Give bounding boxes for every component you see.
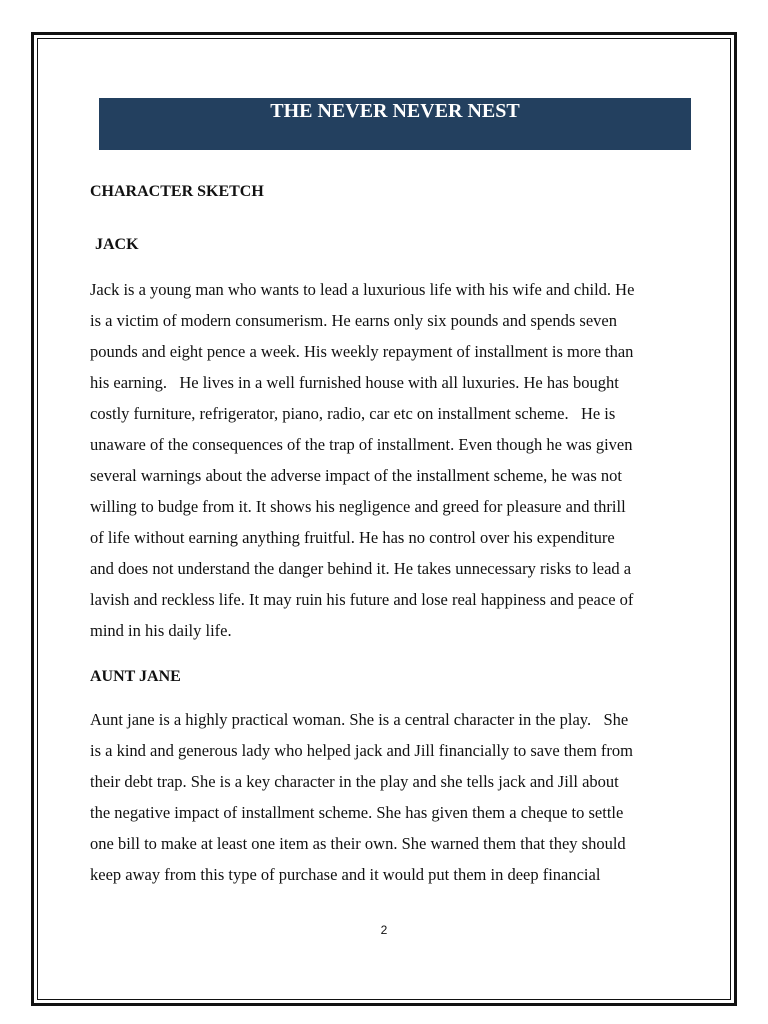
paragraph-line: keep away from this type of purchase and it would put them in deep financial xyxy=(90,865,601,884)
paragraph-line: mind in his daily life. xyxy=(90,621,232,640)
paragraph-line: the negative impact of installment scheme. She has given them a cheque to settle xyxy=(90,803,624,822)
paragraph-line: pounds and eight pence a week. His weekly repayment of installment is more than xyxy=(90,342,634,361)
paragraph-line: is a kind and generous lady who helped jack and Jill financially to save them from xyxy=(90,741,633,760)
document-title: THE NEVER NEVER NEST xyxy=(270,100,520,122)
paragraph-line: their debt trap. She is a key character in the play and she tells jack and Jill about xyxy=(90,772,619,791)
paragraph-line: one bill to make at least one item as their own. She warned them that they should xyxy=(90,834,626,853)
paragraph-line: costly furniture, refrigerator, piano, radio, car etc on installment scheme. He is xyxy=(90,404,616,423)
paragraph-line: several warnings about the adverse impact of the installment scheme, he was not xyxy=(90,466,622,485)
character-paragraph-jack xyxy=(90,274,690,646)
paragraph-line: his earning. He lives in a well furnished house with all luxuries. He has bought xyxy=(90,373,619,392)
title-banner xyxy=(99,98,691,150)
paragraph-line: unaware of the consequences of the trap of installment. Even though he was given xyxy=(90,435,633,454)
paragraph-line: and does not understand the danger behind it. He takes unnecessary risks to lead a xyxy=(90,559,632,578)
paragraph-line: is a victim of modern consumerism. He earns only six pounds and spends seven xyxy=(90,311,617,330)
paragraph-line: Aunt jane is a highly practical woman. She is a central character in the play. She xyxy=(90,710,629,729)
paragraph-line: Jack is a young man who wants to lead a luxurious life with his wife and child. He xyxy=(90,280,635,299)
section-heading: CHARACTER SKETCH xyxy=(90,183,264,200)
paragraph-line: lavish and reckless life. It may ruin his future and lose real happiness and peace of xyxy=(90,590,634,609)
paragraph-line: willing to budge from it. It shows his negligence and greed for pleasure and thrill xyxy=(90,497,626,516)
character-heading-jack: JACK xyxy=(95,236,139,253)
paragraph-line: of life without earning anything fruitful. He has no control over his expenditure xyxy=(90,528,615,547)
character-heading-aunt-jane: AUNT JANE xyxy=(90,668,181,685)
character-paragraph-aunt-jane xyxy=(90,704,690,890)
page-number: 2 xyxy=(380,923,388,937)
